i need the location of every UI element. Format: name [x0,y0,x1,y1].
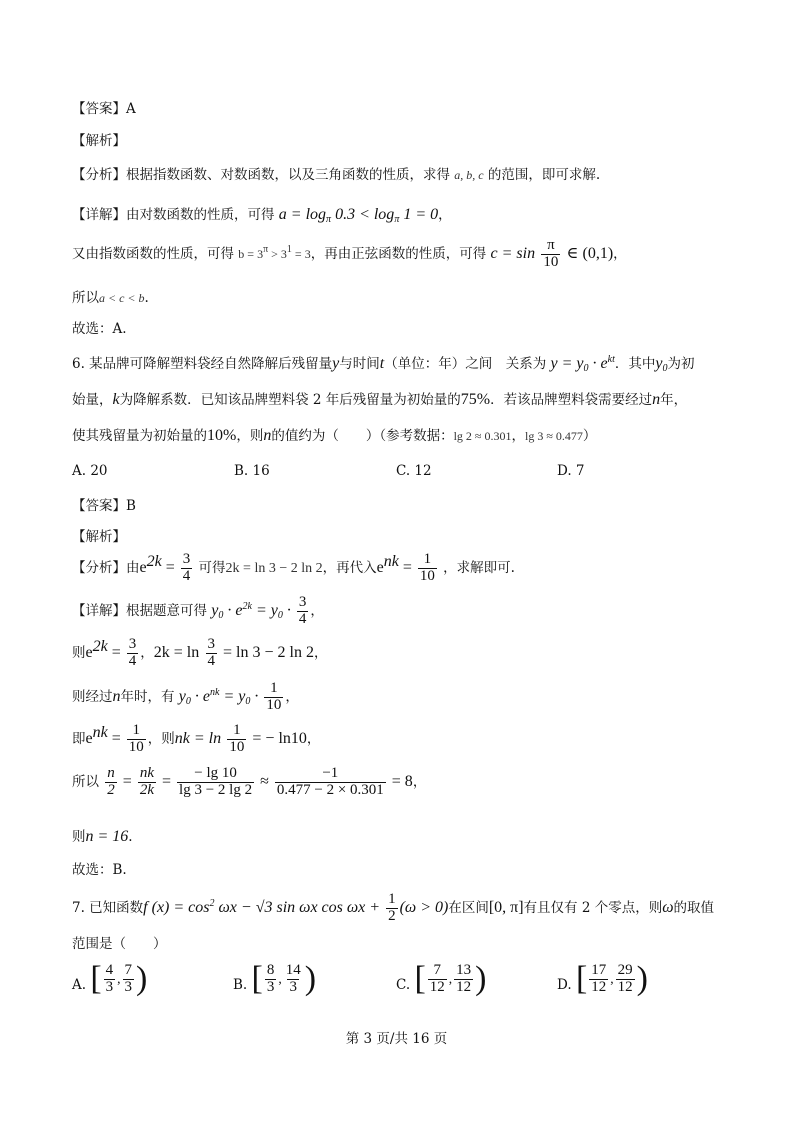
q7-option-d: D. [ $\frac{17}{12}$ , $\frac{29}{12}$ ) [557,960,648,997]
q5-xiangjie-line3: 所以a < c < b. [72,290,149,306]
fraction: $\frac{3}{4}$ [182,551,191,584]
answer-tag: 【答案】 [72,101,126,117]
q6-answer: 【答案】B [72,498,136,514]
fraction: $\frac{nk}{2k}$ [139,765,154,798]
q5-answer: 【答案】A [72,101,136,117]
fraction: $\frac{\pi}{10}$ [543,237,559,270]
q5-analysis-tag: 【解析】 [72,133,126,149]
q6-xiangjie-line2: 则$e^{2k}$ = $\frac{3}{4}$ ，2k = ln $\frac{3}{4}$ = ln 3 − 2 ln 2， [72,636,328,669]
fraction: $\frac{14}{3}$ [285,961,301,995]
fraction: $\frac{29}{12}$ [617,961,633,995]
q7-option-c: C. [ $\frac{7}{12}$ , $\frac{13}{12}$ ) [396,960,487,997]
fraction: $\frac{- \lg 10}{\lg 3 - 2 \lg 2}$ [179,765,253,798]
fraction: $\frac{-1}{0.477 - 2 \times 0.301}$ [276,765,384,798]
q5-conclusion: 故选：A. [72,321,127,337]
fraction: $\frac{1}{2}$ [388,891,396,924]
q6-xiangjie-line3: 则经过n年时，有 $y_0 \cdot e^{nk} = y_0$ · $\frac{1}{10}$ ， [72,680,299,713]
q5-xiangjie-line1: 【详解】由对数函数的性质，可得 $a = \log_\pi 0.3 < \log_\pi 1 = 0$， [72,206,452,225]
q6-xiangjie-line5: 所以 $\frac{n}{2}$ = $\frac{nk}{2k}$ = $\frac{- \lg 10}{\lg 3 - 2 \lg 2}$ ≈ $\frac{-1}{0.477 - 2 \times 0.301}$ = 8， [72,765,427,798]
q5-fenxi: 【分析】根据指数函数、对数函数，以及三角函数的性质，求得 a, b, c 的范围，即可求解. [72,167,601,183]
q7-option-a: A. [ $\frac{4}{3}$ , $\frac{7}{3}$ ) [72,960,148,997]
fraction: $\frac{3}{4}$ [298,594,307,627]
q6-conclusion: 故选：B. [72,862,127,878]
page-footer: 第 3 页/共 16 页 [345,1031,448,1047]
q6-stem-line1: 6. 某品牌可降解塑料袋经自然降解后残留量y与时间t（单位：年）之间 关系为 $y = y_0 \cdot e^{kt}$．其中$y_0$为初 [72,354,695,374]
q6-option-c: C. 12 [396,463,432,479]
q6-xiangjie-line4: 即$e^{nk}$ = $\frac{1}{10}$ ，则nk = ln $\frac{1}{10}$ = − ln10， [72,722,321,755]
fraction: $\frac{1}{10}$ [128,722,144,755]
fraction: $\frac{3}{4}$ [128,636,137,669]
fraction: $\frac{1}{10}$ [419,551,435,584]
q6-option-d: D. 7 [557,463,585,479]
q6-option-b: B. 16 [234,463,270,479]
q6-fenxi: 【分析】由$e^{2k}$ = $\frac{3}{4}$ 可得2k = ln 3 − 2 ln 2，再代入$e^{nk}$ = $\frac{1}{10}$ ，求解即可. [72,551,515,584]
fraction: $\frac{1}{10}$ [266,680,282,713]
fraction: $\frac{7}{12}$ [429,961,445,995]
q7-stem-line1: 7. 已知函数f $(x) = \cos^2 \omega x - √3$ sin ωx cos ωx + $\frac{1}{2}$ (ω > 0)在区间[0, π]有且仅有 2 个零点，则ω的取值 [72,891,715,924]
fraction: $\frac{4}{3}$ [105,961,114,995]
q6-stem-line3: 使其残留量为初始量的10%，则n的值约为（ ）（参考数据：lg 2 ≈ 0.301，lg 3 ≈ 0.477） [72,427,597,444]
fraction: $\frac{17}{12}$ [591,961,607,995]
fraction: $\frac{1}{10}$ [229,722,245,755]
q6-xiangjie-line1: 【详解】根据题意可得 $y_0 \cdot e^{2k} = y_0$ · $\frac{3}{4}$ ， [72,594,324,627]
fraction: $\frac{13}{12}$ [456,961,472,995]
q6-analysis-tag: 【解析】 [72,529,126,545]
fraction: $\frac{n}{2}$ [107,765,115,798]
fraction: $\frac{8}{3}$ [266,961,275,995]
q5-xiangjie-line2: 又由指数函数的性质，可得 $b = 3^\pi > 3^1 = 3$，再由正弦函数的性质，可得 c = sin $\frac{\pi}{10}$ ∈ (0,1)， [72,237,627,270]
q6-stem-line2: 始量，k为降解系数．已知该品牌塑料袋 2 年后残留量为初始量的75%．若该品牌塑料袋需要经过n年， [72,391,688,408]
q7-option-b: B. [ $\frac{8}{3}$ , $\frac{14}{3}$ ) [233,960,317,997]
q6-xiangjie-line6: 则n = 16. [72,828,133,845]
q7-stem-line2: 范围是（ ） [72,936,167,952]
fraction: $\frac{3}{4}$ [207,636,216,669]
fraction: $\frac{7}{3}$ [124,961,133,995]
q6-option-a: A. 20 [72,463,108,479]
